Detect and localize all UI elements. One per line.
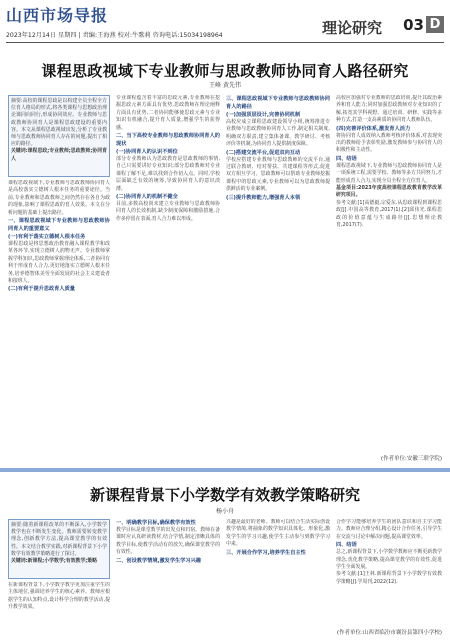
article1-column-3 bbox=[226, 95, 330, 463]
article1-author-unit: (作者单位:安徽三联学院) bbox=[380, 456, 442, 462]
article1-sec1-heading: 一、课程思政视域下专业教师与思政教师协同育人的重要意义 bbox=[8, 218, 110, 233]
article2-title: 新课程背景下小学数学有效教学策略研究 bbox=[89, 486, 360, 504]
article2-keywords: 关键词:新课程;小学数学;有效教学;策略 bbox=[11, 558, 98, 565]
article1-col2-body: 专业课程蕴含着丰富的思政元素,专业教师在挖掘思政元素方面具有优势,思政教师在理论阐释方面具有优势,二者协同能够使思政元素与专业知识有机融合,提升育人质量,增强学生的获得感。 bbox=[116, 95, 220, 131]
article1-col4-body2: 将协同育人成效纳入教师考核评价体系,对表现突出的教师给予表彰奖励,激发教师参与协同育人的积极性和主动性。 bbox=[336, 132, 442, 154]
article2-references: 参考文献:[1]王林.新课程背景下小学数学有效教学策略[J].学周刊,2022(12). bbox=[336, 571, 442, 585]
article2-sec2-heading: 二、创设教学情境,激发学生学习兴趣 bbox=[116, 557, 201, 564]
issue-date-line: 2023年12月14日 星期四 | 责编:王海燕 校对:牛歌莉 咨询电话:15034198964 bbox=[6, 32, 223, 39]
page-letter-badge: D bbox=[426, 16, 444, 33]
article2-byline: 杨小舟 bbox=[215, 508, 234, 515]
article2-sec3-heading: 三、开展合作学习,培养学生自主性 bbox=[226, 549, 306, 556]
section-title: 理论研究 bbox=[321, 19, 382, 37]
article1-sec3-2-heading: (二)搭建交流平台,促进双向互动 bbox=[226, 149, 301, 156]
article1-col2-body3: 目前,多数高校尚未建立专业教师与思政教师协同育人的长效机制,缺少制度保障和激励措施,合作多停留在表面,育人合力难以形成。 bbox=[116, 201, 220, 222]
article1-column-1 bbox=[8, 180, 110, 463]
article1-col1-body2: 课程思政是将思想政治教育融入课程教学和改革各环节,实现立德树人润物无声。专业教师掌握学科知识,思政教师掌握理论体系,二者协同有利于形成育人合力,更好地落实立德树人根本任务,培养德智体美劳全面发展的社会主义建设者和接班人。 bbox=[8, 241, 110, 285]
article2-column-4 bbox=[336, 519, 442, 624]
article1-sec3-heading: 三、课程思政视域下专业教师与思政教师协同育人的路径 bbox=[226, 96, 330, 110]
article1-column-4 bbox=[336, 95, 442, 450]
article1-sec2-2-heading: (二)协同育人的机制不健全 bbox=[116, 194, 178, 201]
article2-column-1 bbox=[8, 582, 110, 638]
article1-col3-body: 高校应成立课程思政建设领导小组,统筹推进专业教师与思政教师协同育人工作,制定相关制度,明确双方职责,建立集体备课、教学研讨、考核评价等机制,为协同育人提供制度保障。 bbox=[226, 119, 330, 148]
article2-col1-body: 在新课程背景下,小学数学教学更加注重学生的主体地位,强调培养学生的核心素养。教师应根据学生的认知特点,设计科学合理的教学活动,提升教学效果。 bbox=[8, 582, 110, 611]
article2-col4-body: 合作学习能够培养学生的团队意识和自主学习能力。教师应合理分组,精心设计合作任务,引导学生在交流与讨论中解决问题,提高课堂效率。 bbox=[336, 519, 442, 540]
article1-sec1-1-heading: (一)有利于落实立德树人根本任务 bbox=[8, 234, 86, 241]
article1-title: 课程思政视域下专业教师与思政教师协同育人路径研究 bbox=[41, 62, 409, 80]
article2-sec4-heading: 四、结语 bbox=[336, 542, 357, 549]
article1-funding: 基金项目:2023年度高校课程思政教育教学改革研究项目。 bbox=[336, 185, 442, 199]
article1-references: 参考文献:[1]高德毅,宗爱东.从思政课程到课程思政[J].中国高等教育,2017(1).[2]邱伟光.课程思政的价值意蕴与生成路径[J].思想理论教育,2017(7). bbox=[336, 199, 442, 229]
article1-keywords: 关键词:课程思政;专业教师;思政教师;协同育人 bbox=[11, 148, 107, 162]
article1-column-2 bbox=[116, 95, 220, 463]
article1-sec2-heading: 二、当下高校专业教师与思政教师协同育人的现状 bbox=[116, 133, 220, 148]
article2-abstract-box bbox=[8, 519, 110, 579]
article1-sec3-4-heading: (四)完善评价体系,激发育人活力 bbox=[336, 125, 411, 132]
newspaper-brand: 山西市场导报 bbox=[6, 6, 109, 25]
article1-abstract: 摘要:高校的课程思政是以构建全员全程全方位育人格局的形式,将各类课程与思想政治理论课同向同行,形成协同效应。专业教师与思政教师协同育人是课程思政建设的重要内容。本文从课程思政视域出发,分析了专业教师与思政教师协同育人存在的问题,提出了相应的路径。 bbox=[11, 98, 107, 148]
article2-col4-body2: 总之,新课程背景下,小学数学教师应不断更新教学理念,优化教学策略,提高课堂教学的有效性,促进学生全面发展。 bbox=[336, 549, 442, 571]
article1-col4-body: 高校应加强对专业教师的思政培训,提升其政治素养和育人能力;同时加强思政教师对专业知识的了解,拓宽其学科视野。通过培训、研修、实践等多种方式,打造一支高素质的协同育人教师队伍。 bbox=[336, 95, 442, 124]
article1-sec1-2-heading: (二)有利于提升思政育人质量 bbox=[8, 286, 75, 293]
article1-byline: 王峰 黄先伟 bbox=[209, 82, 241, 89]
article2-author-unit: (作者单位:山西省临汾市襄汾县第四小学校) bbox=[336, 630, 442, 636]
page-number: 03 bbox=[403, 16, 424, 34]
article1-sec3-3-heading: (三)提升教师能力,增强育人本领 bbox=[226, 194, 301, 201]
article2-column-3 bbox=[226, 519, 330, 638]
article2-col2-body: 教学目标是课堂教学的出发点和归宿。教师在备课时应认真研读教材,结合学情,制定清晰具体的教学目标,使教学活动有的放矢,确保课堂教学的有效性。 bbox=[116, 527, 220, 556]
article2-abstract: 摘要:随着新课程改革的不断深入,小学数学教学也在不断发生变化。教师需要转变教学理念,创新教学方法,提高课堂教学的有效性。本文结合教学实践,对新课程背景下小学数学有效教学策略进行了探讨。 bbox=[11, 522, 107, 557]
article1-col1-body: 课程思政视域下,专业教师与思政教师协同育人是高校落实立德树人根本任务的重要途径。当前,专业教师和思政教师之间仍然存在各自为政的现象,影响了课程思政的育人效果。本文在分析问题的基础上提出路径。 bbox=[8, 180, 110, 216]
article-separator-band bbox=[0, 468, 450, 472]
article1-col4-body3: 课程思政视域下,专业教师与思政教师协同育人是一项系统工程,需要学校、教师等多方共同努力,才能形成育人合力,实现全员全程全方位育人。 bbox=[336, 162, 442, 184]
article2-column-2 bbox=[116, 519, 220, 638]
masthead-divider bbox=[6, 42, 444, 43]
article2-sec1-heading: 一、明确教学目标,确保教学有效性 bbox=[116, 520, 196, 526]
article2-col3-body: 兴趣是最好的老师。教师可以结合生活实际创设教学情境,将抽象的数学知识具体化、形象化,激发学生的学习兴趣,使学生主动参与到数学学习中来。 bbox=[226, 519, 330, 548]
masthead bbox=[6, 3, 444, 41]
article1-abstract-box bbox=[8, 95, 110, 177]
article1-sec2-1-heading: (一)协同育人的认识不到位 bbox=[116, 149, 178, 156]
article1-col3-body2: 学校应搭建专业教师与思政教师的交流平台,通过联合教研、结对帮扶、共建课程等形式,促进双方相互学习。思政教师可以帮助专业教师挖掘课程中的思政元素,专业教师可以为思政教师提供鲜活的专业案例。 bbox=[226, 156, 330, 193]
article1-sec4-heading: 四、结语 bbox=[336, 155, 357, 162]
article1-col2-body2: 部分专业教师认为思政教育是思政教师的事情,自己只需要讲好专业知识;部分思政教师对专业课程了解不足,难以找到合作切入点。同时,学校层面缺乏有效的统筹,导致协同育人的意识淡薄。 bbox=[116, 156, 220, 192]
article1-sec3-1-heading: (一)加强顶层设计,完善协同机制 bbox=[226, 112, 301, 118]
